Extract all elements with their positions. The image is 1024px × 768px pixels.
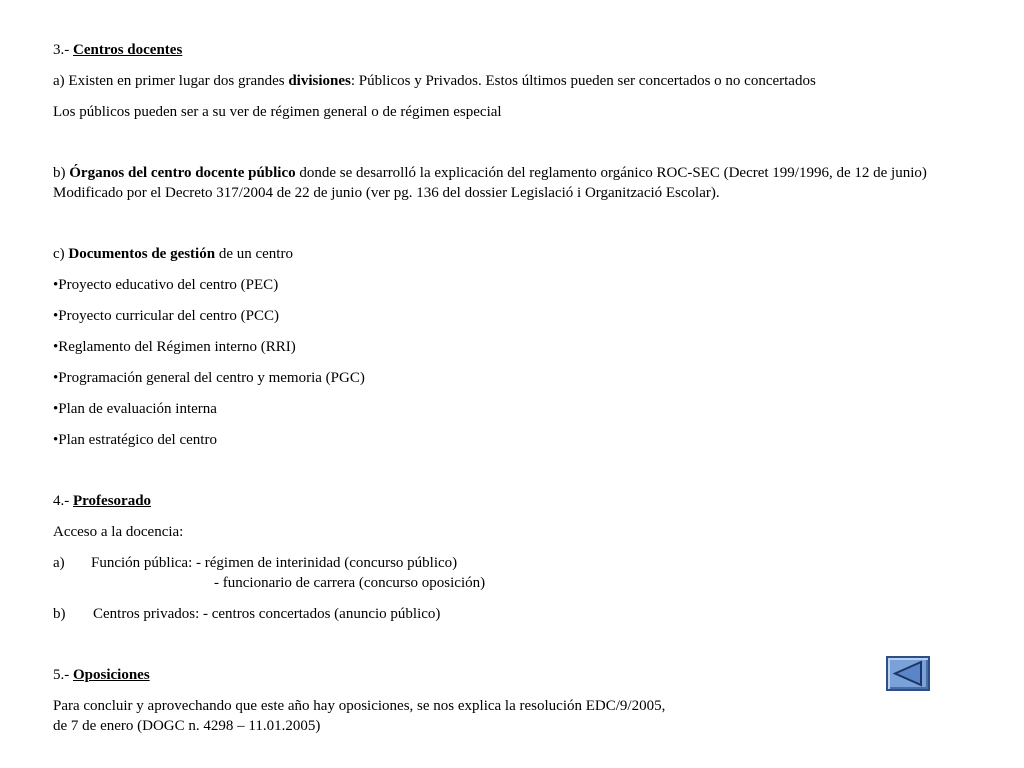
section-5-line2: de 7 de enero (DOGC n. 4298 – 11.01.2005) [53, 718, 321, 734]
section-5-line1: Para concluir y aprovechando que este año hay oposiciones, se nos explica la resolución EDC/9/2005, [53, 698, 666, 714]
section-3-heading: 3.- Centros docentes [53, 42, 183, 58]
access-item-text: Centros privados: - centros concertados (anuncio público) [93, 606, 441, 622]
section-3b-text: b) Órganos del centro docente público donde se desarrolló la explicación del reglamento orgánico ROC-SEC (Decret 199/1996, de 12 de junio) Modificado por el Decreto 317/2004 de 22 de junio (ver pg. 136 del dossier Legislació i Organització Escolar). [53, 165, 927, 201]
back-button[interactable] [886, 656, 930, 691]
list-item: •Reglamento del Régimen interno (RRI) [53, 339, 296, 355]
section-4-title: Profesorado [73, 493, 152, 509]
list-item: •Programación general del centro y memoria (PGC) [53, 370, 365, 386]
list-item: •Proyecto curricular del centro (PCC) [53, 308, 280, 324]
access-item-a: a) Función pública: - régimen de interinidad (concurso público) - funcionario de carrera (concurso oposición) [53, 555, 486, 591]
triangle-left-icon [888, 658, 928, 689]
list-item: •Plan de evaluación interna [53, 401, 217, 417]
section-3-title: Centros docentes [73, 42, 183, 58]
access-item-b [53, 604, 973, 624]
section-5-heading: 5.- Oposiciones [53, 667, 150, 683]
section-3a-text: a) Existen en primer lugar dos grandes divisiones: Públicos y Privados. Estos últimos pueden ser concertados o no concertados [53, 73, 816, 89]
slide-content [53, 40, 973, 736]
section-4-intro: Acceso a la docencia: [53, 524, 184, 540]
list-item: •Plan estratégico del centro [53, 432, 217, 448]
section-4-heading: 4.- Profesorado [53, 493, 152, 509]
access-item-label: b) [53, 606, 66, 622]
section-5-title: Oposiciones [73, 667, 150, 683]
access-item-head: Función pública: [91, 555, 193, 571]
list-item: •Proyecto educativo del centro (PEC) [53, 277, 279, 293]
section-3a-line2: Los públicos pueden ser a su ver de régimen general o de régimen especial [53, 104, 502, 120]
access-item-label: a) [53, 555, 65, 571]
section-3c-text: c) Documentos de gestión de un centro [53, 246, 293, 262]
